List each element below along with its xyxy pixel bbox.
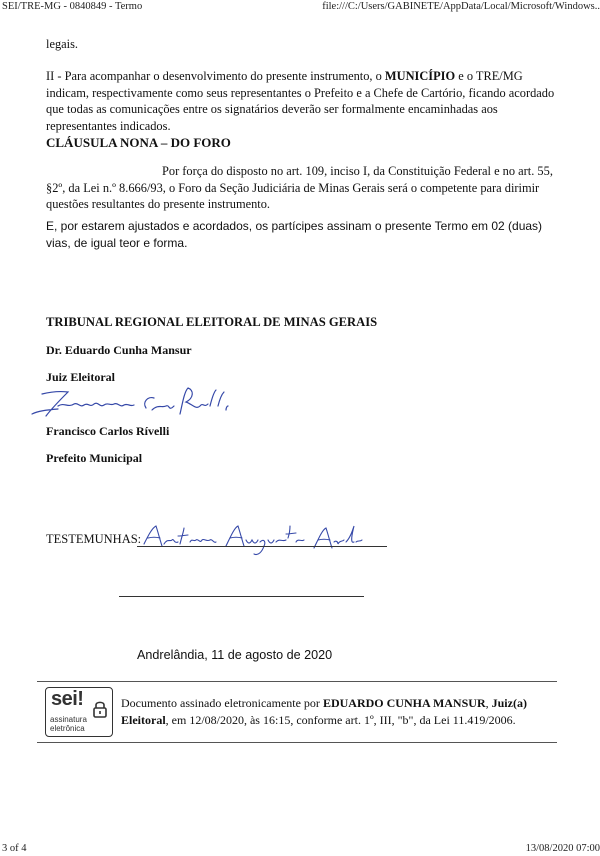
lock-icon	[92, 699, 108, 719]
sei-logo-line1: assinatura	[50, 715, 87, 724]
browser-header-title: SEI/TRE-MG - 0840849 - Termo	[2, 1, 143, 12]
witness-label: TESTEMUNHAS:	[46, 532, 142, 546]
date-line: Andrelândia, 11 de agosto de 2020	[137, 648, 333, 662]
stamp-text-pre: Documento assinado eletronicamente por	[121, 696, 323, 710]
stamp-bottom-rule	[37, 742, 557, 743]
paragraph-representantes-pre: II - Para acompanhar o desenvolvimento do presente instrumento, o	[46, 69, 385, 83]
stamp-signer-role: Juiz(a) Eleitoral	[121, 696, 527, 727]
witness-line-1	[137, 546, 387, 547]
stamp-text-mid: ,	[485, 696, 492, 710]
mayor-signature-image	[28, 384, 268, 426]
paragraph-closing: E, por estarem ajustados e acordados, os partícipes assinam o presente Termo em 02 (duas) vias, de igual teor e forma.	[46, 219, 543, 250]
stamp-signer-name: EDUARDO CUNHA MANSUR	[322, 696, 486, 710]
sei-logo-word: sei!	[51, 688, 84, 710]
sei-logo	[45, 687, 113, 737]
judge-title: Juiz Eleitoral	[46, 370, 115, 384]
stamp-top-rule	[37, 681, 557, 682]
paragraph-representantes-post: e o TRE/MG indicam, respectivamente como seus representantes o Prefeito e a Chefe de Cartório, ficando acordado que todas as comunicações entre os signatários deverão ser formalmente encaminhadas aos representantes indicados.	[46, 69, 555, 133]
paragraph-representantes	[46, 68, 558, 134]
stamp-text-post: , em 12/08/2020, às 16:15, conforme art. 1º, III, "b", da Lei 11.419/2006.	[165, 713, 516, 727]
sei-logo-line2: eletrônica	[50, 724, 85, 733]
paragraph-foro: Por força do disposto no art. 109, inciso I, da Constituição Federal e no art. 55, §2º, da Lei n.º 8.666/93, o Foro da Seção Judiciária de Minas Gerais será o competente para dirimir questões resultantes do presente instrumento.	[46, 164, 553, 211]
mayor-title: Prefeito Municipal	[46, 451, 143, 465]
print-timestamp: 13/08/2020 07:00	[525, 843, 600, 854]
org-name: TRIBUNAL REGIONAL ELEITORAL DE MINAS GERAIS	[46, 315, 378, 329]
municipio-bold: MUNICÍPIO	[384, 69, 456, 83]
mayor-name: Francisco Carlos Rívelli	[46, 424, 170, 438]
paragraph-legais: legais.	[46, 37, 78, 51]
stamp-text	[121, 695, 541, 729]
browser-header-url: file:///C:/Users/GABINETE/AppData/Local/Microsoft/Windows..	[322, 1, 600, 12]
page-count: 3 of 4	[2, 843, 27, 854]
witness-signature-image	[140, 520, 370, 560]
witness-line-2	[119, 596, 364, 597]
judge-name: Dr. Eduardo Cunha Mansur	[46, 343, 192, 357]
clause-heading: CLÁUSULA NONA – DO FORO	[46, 135, 231, 150]
